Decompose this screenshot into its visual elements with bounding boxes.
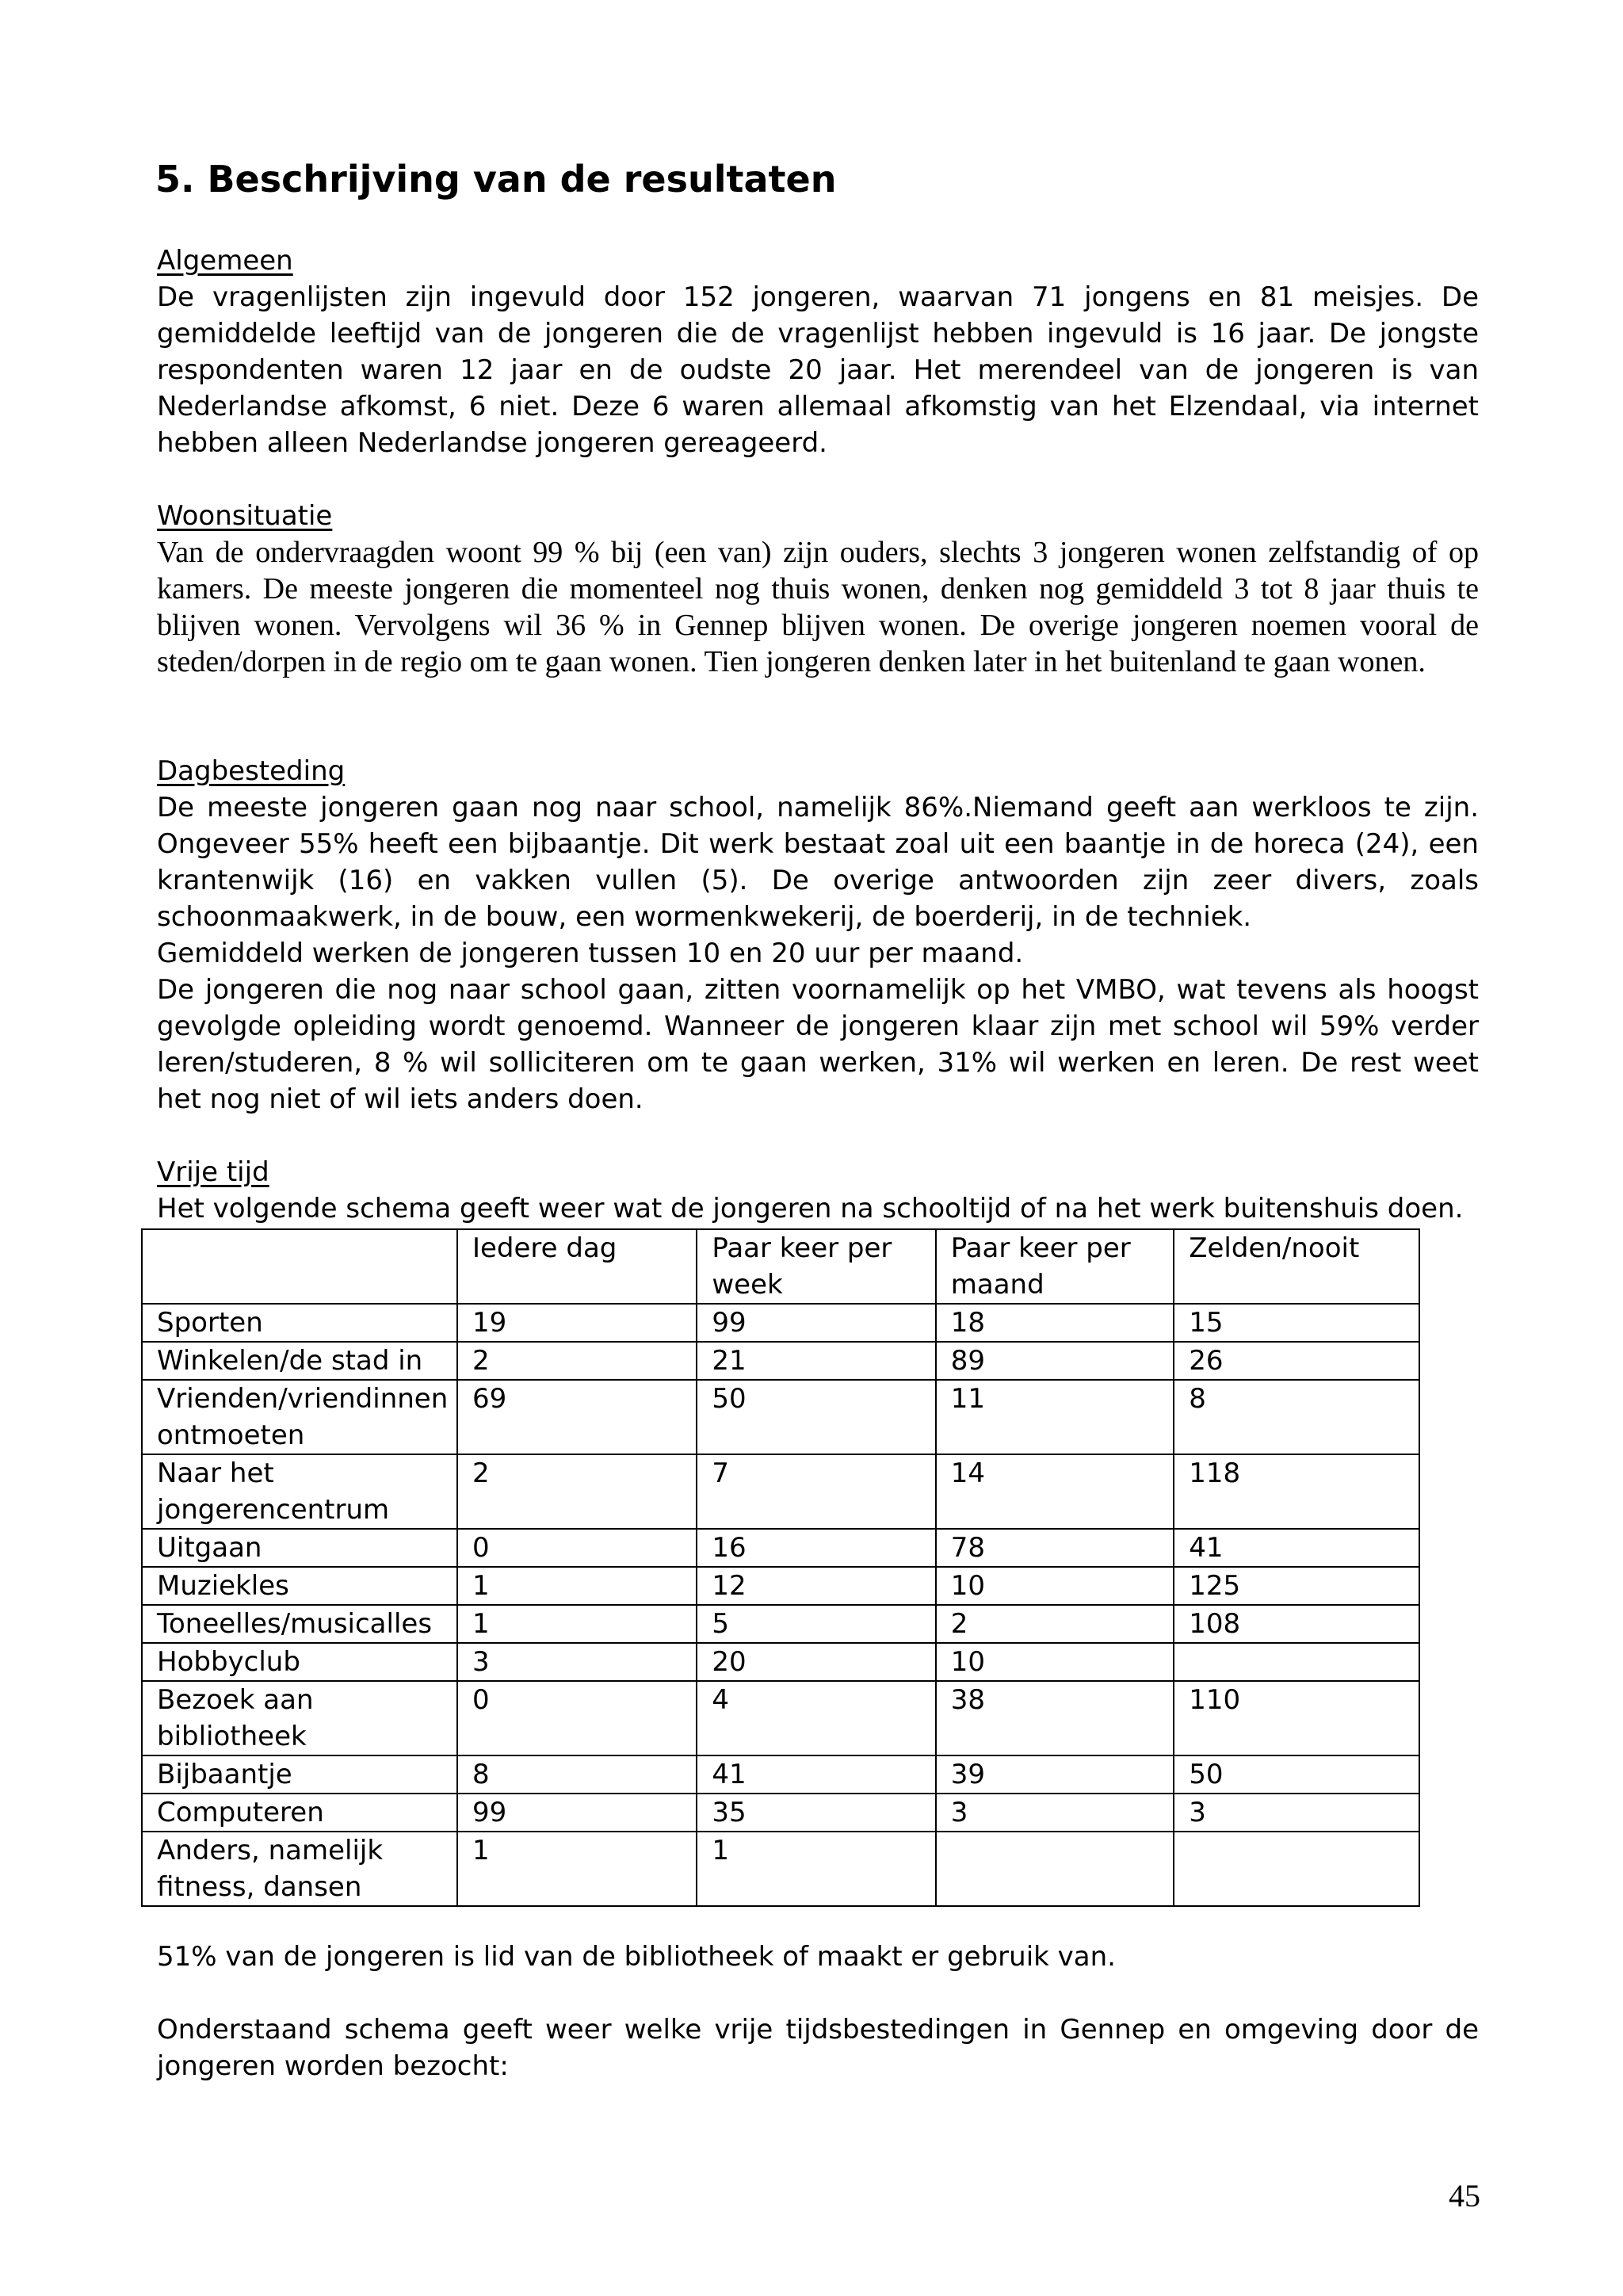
table-cell: Toneelles/musicalles bbox=[142, 1605, 457, 1643]
table-cell: Vrienden/vriendinnen ontmoeten bbox=[142, 1380, 457, 1454]
table-cell: 118 bbox=[1174, 1454, 1419, 1529]
table-cell: 3 bbox=[936, 1794, 1174, 1832]
table-cell: Bijbaantje bbox=[142, 1755, 457, 1794]
section-title-dagbesteding: Dagbesteding bbox=[157, 755, 346, 787]
dagbesteding-paragraph-1: De meeste jongeren gaan nog naar school, namelijk 86%.Niemand geeft aan werkloos te zijn. Ongeveer 55% heeft een bijbaantje. Dit werk bestaat zoal uit een baantje in de horeca (24), een krantenwijk (16) en vakken vullen (5). De overige antwoorden zijn zeer divers, zoals schoonmaakwerk, in de bouw, een wormenkwekerij, de boerderij, in de techniek. bbox=[157, 792, 1479, 933]
table-cell: Winkelen/de stad in bbox=[142, 1342, 457, 1380]
dagbesteding-paragraph-3: De jongeren die nog naar school gaan, zitten voornamelijk op het VMBO, wat tevens als hoogst gevolgde opleiding wordt genoemd. Wanneer de jongeren klaar zijn met school wil 59% verder leren/studeren, 8 % wil solliciteren om te gaan werken, 31% wil werken en leren. De rest weet het nog niet of wil iets anders doen. bbox=[157, 974, 1479, 1115]
table-cell: Anders, namelijk fitness, dansen bbox=[142, 1832, 457, 1906]
table-cell: 125 bbox=[1174, 1567, 1419, 1605]
table-cell: 20 bbox=[697, 1643, 935, 1681]
table-header-cell bbox=[142, 1229, 457, 1304]
table-cell: 99 bbox=[697, 1304, 935, 1342]
table-cell: Uitgaan bbox=[142, 1529, 457, 1567]
section-title-woonsituatie: Woonsituatie bbox=[157, 500, 333, 532]
table-cell: 0 bbox=[457, 1529, 697, 1567]
table-cell: 3 bbox=[457, 1643, 697, 1681]
table-header-cell: Paar keer per maand bbox=[936, 1229, 1174, 1304]
table-row bbox=[142, 1643, 1419, 1681]
table-cell bbox=[1174, 1832, 1419, 1906]
table-cell: 50 bbox=[697, 1380, 935, 1454]
bibliotheek-statement: 51% van de jongeren is lid van de bibliotheek of maakt er gebruik van. bbox=[157, 1941, 1116, 1973]
table-cell: Computeren bbox=[142, 1794, 457, 1832]
table-cell: 10 bbox=[936, 1567, 1174, 1605]
table-cell: 50 bbox=[1174, 1755, 1419, 1794]
table-cell: 1 bbox=[457, 1832, 697, 1906]
table-cell: 14 bbox=[936, 1454, 1174, 1529]
table-cell: 8 bbox=[1174, 1380, 1419, 1454]
table-cell: Bezoek aan bibliotheek bbox=[142, 1681, 457, 1755]
dagbesteding-paragraph-2: Gemiddeld werken de jongeren tussen 10 en 20 uur per maand. bbox=[157, 938, 1024, 969]
table-header-cell: Iedere dag bbox=[457, 1229, 697, 1304]
table-cell: 18 bbox=[936, 1304, 1174, 1342]
table-header-cell: Paar keer per week bbox=[697, 1229, 935, 1304]
table-cell: 4 bbox=[697, 1681, 935, 1755]
table-cell: 0 bbox=[457, 1681, 697, 1755]
table-row bbox=[142, 1605, 1419, 1643]
table-cell: Sporten bbox=[142, 1304, 457, 1342]
table-cell: 26 bbox=[1174, 1342, 1419, 1380]
table-cell: 21 bbox=[697, 1342, 935, 1380]
table-cell: 1 bbox=[457, 1605, 697, 1643]
table-cell: 38 bbox=[936, 1681, 1174, 1755]
table-row bbox=[142, 1529, 1419, 1567]
table-cell: 35 bbox=[697, 1794, 935, 1832]
woonsituatie-paragraph: Van de ondervraagden woont 99 % bij (een van) zijn ouders, slechts 3 jongeren wonen zelfstandig of op kamers. De meeste jongeren die momenteel nog thuis wonen, denken nog gemiddeld 3 tot 8 jaar thuis te blijven wonen. Vervolgens wil 36 % in Gennep blijven wonen. De overige jongeren noemen vooral de steden/dorpen in de regio om te gaan wonen. Tien jongeren denken later in het buitenland te gaan wonen. bbox=[157, 536, 1479, 678]
table-cell: 2 bbox=[936, 1605, 1174, 1643]
table-row bbox=[142, 1567, 1419, 1605]
vrije-tijd-intro: Het volgende schema geeft weer wat de jongeren na schooltijd of na het werk buitenshuis doen. bbox=[157, 1193, 1464, 1224]
table-cell: 1 bbox=[457, 1567, 697, 1605]
table-cell: Naar het jongerencentrum bbox=[142, 1454, 457, 1529]
table-cell: 39 bbox=[936, 1755, 1174, 1794]
table-cell: 8 bbox=[457, 1755, 697, 1794]
table-cell: 2 bbox=[457, 1342, 697, 1380]
table-cell: 5 bbox=[697, 1605, 935, 1643]
table-row bbox=[142, 1454, 1419, 1529]
table-row bbox=[142, 1832, 1419, 1906]
table-cell: 108 bbox=[1174, 1605, 1419, 1643]
vrije-tijd-table bbox=[141, 1228, 1420, 1907]
table-cell: 41 bbox=[697, 1755, 935, 1794]
table-cell: 69 bbox=[457, 1380, 697, 1454]
table-cell bbox=[936, 1832, 1174, 1906]
vrije-tijd-outro: Onderstaand schema geeft weer welke vrije tijdsbestedingen in Gennep en omgeving door de jongeren worden bezocht: bbox=[157, 2014, 1479, 2082]
table-cell: 89 bbox=[936, 1342, 1174, 1380]
table-cell: 41 bbox=[1174, 1529, 1419, 1567]
table-cell: Muziekles bbox=[142, 1567, 457, 1605]
table-cell: Hobbyclub bbox=[142, 1643, 457, 1681]
table-cell: 2 bbox=[457, 1454, 697, 1529]
table-cell: 16 bbox=[697, 1529, 935, 1567]
algemeen-paragraph: De vragenlijsten zijn ingevuld door 152 jongeren, waarvan 71 jongens en 81 meisjes. De gemiddelde leeftijd van de jongeren die de vragenlijst hebben ingevuld is 16 jaar. De jongste respondenten waren 12 jaar en de oudste 20 jaar. Het merendeel van de jongeren is van Nederlandse afkomst, 6 niet. Deze 6 waren allemaal afkomstig van het Elzendaal, via internet hebben alleen Nederlandse jongeren gereageerd. bbox=[157, 281, 1479, 459]
table-cell: 1 bbox=[697, 1832, 935, 1906]
page-content bbox=[157, 155, 1479, 2084]
table-header-cell: Zelden/nooit bbox=[1174, 1229, 1419, 1304]
table-cell: 110 bbox=[1174, 1681, 1419, 1755]
section-title-vrije-tijd: Vrije tijd bbox=[157, 1156, 269, 1188]
table-cell: 99 bbox=[457, 1794, 697, 1832]
table-row bbox=[142, 1681, 1419, 1755]
table-row bbox=[142, 1755, 1419, 1794]
table-header-row bbox=[142, 1229, 1419, 1304]
page-number: 45 bbox=[1449, 2178, 1480, 2214]
table-cell: 10 bbox=[936, 1643, 1174, 1681]
table-row bbox=[142, 1342, 1419, 1380]
table-cell: 78 bbox=[936, 1529, 1174, 1567]
table-cell: 7 bbox=[697, 1454, 935, 1529]
table-cell: 11 bbox=[936, 1380, 1174, 1454]
table-row bbox=[142, 1304, 1419, 1342]
table-cell: 3 bbox=[1174, 1794, 1419, 1832]
table-row bbox=[142, 1380, 1419, 1454]
table-cell: 15 bbox=[1174, 1304, 1419, 1342]
table-cell bbox=[1174, 1643, 1419, 1681]
table-cell: 12 bbox=[697, 1567, 935, 1605]
table-row bbox=[142, 1794, 1419, 1832]
section-title-algemeen: Algemeen bbox=[157, 245, 293, 277]
table-cell: 19 bbox=[457, 1304, 697, 1342]
page-heading: 5. Beschrijving van de resultaten bbox=[155, 158, 837, 201]
